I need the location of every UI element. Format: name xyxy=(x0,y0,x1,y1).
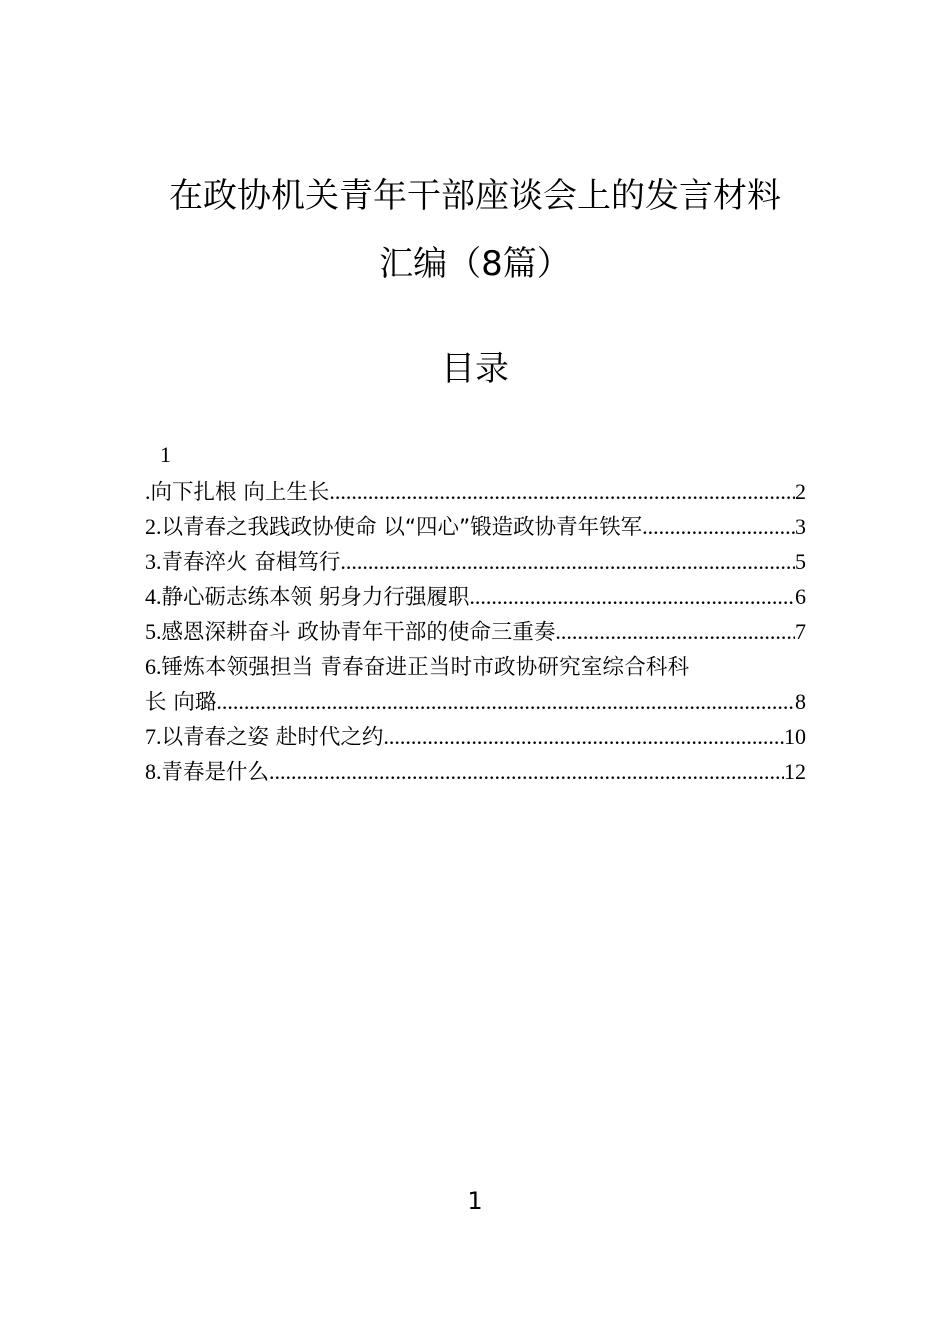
page-number: 1 xyxy=(467,1187,483,1215)
toc-item-number: 4. xyxy=(145,584,162,609)
toc-item-title: 向下扎根 向上生长 xyxy=(150,480,330,505)
toc-item-2[interactable] xyxy=(145,509,806,544)
toc-item-title: 感恩深耕奋斗 政协青年干部的使命三重奏 xyxy=(161,620,556,645)
toc-item-title-continued: 长 向璐 xyxy=(145,690,217,715)
toc-dot-leader xyxy=(340,544,795,579)
toc-item-1[interactable] xyxy=(145,474,806,509)
toc-item-page: 2 xyxy=(795,479,806,504)
toc-item-number: 8. xyxy=(145,759,162,784)
toc-item-8[interactable] xyxy=(145,754,806,789)
toc-item-number: 1 xyxy=(160,442,171,467)
toc-item-6-continued[interactable] xyxy=(145,684,806,719)
toc-dot-leader xyxy=(555,614,795,649)
document-title-line-2: 汇编（8篇） xyxy=(379,244,571,284)
toc-item-page: 5 xyxy=(795,549,806,574)
toc-heading: 目录 xyxy=(441,349,509,389)
toc-item-number: 6. xyxy=(145,654,162,679)
document-title-line-1: 在政协机关青年干部座谈会上的发言材料 xyxy=(169,176,781,216)
toc-item-title: 锤炼本领强担当 青春奋进正当时市政协研究室综合科科 xyxy=(161,655,690,680)
toc-item-4[interactable] xyxy=(145,579,806,614)
toc-item-number: 2. xyxy=(145,514,162,539)
toc-dot-leader xyxy=(329,474,795,509)
toc-item-title: 静心砺志练本领 躬身力行强履职 xyxy=(161,585,470,610)
toc-item-title: 以青春之姿 赴时代之约 xyxy=(161,725,384,750)
toc-item-title: 以青春之我践政协使命 以“四心”锻造政协青年铁军 xyxy=(161,515,643,540)
toc-dot-leader xyxy=(269,754,784,789)
toc-item-title: 青春是什么 xyxy=(161,760,270,785)
toc-item-page: 6 xyxy=(795,584,806,609)
toc-item-6[interactable] xyxy=(145,649,806,684)
toc-item-number: 7. xyxy=(145,724,162,749)
toc-item-page: 8 xyxy=(795,689,806,714)
toc-item-3[interactable] xyxy=(145,544,806,579)
toc-dot-leader xyxy=(642,509,795,544)
toc-dot-leader xyxy=(383,719,784,754)
toc-item-number: 5. xyxy=(145,619,162,644)
toc-item-page: 7 xyxy=(795,619,806,644)
toc-item-page: 12 xyxy=(784,759,806,784)
toc-item-number: . xyxy=(145,479,151,504)
toc-dot-leader xyxy=(216,684,795,719)
toc-item-title: 青春淬火 奋楫笃行 xyxy=(161,550,341,575)
toc-dot-leader xyxy=(469,579,795,614)
toc-item-page: 3 xyxy=(795,514,806,539)
toc-item-number: 3. xyxy=(145,549,162,574)
toc-item-7[interactable] xyxy=(145,719,806,754)
toc-item-5[interactable] xyxy=(145,614,806,649)
toc-item-page: 10 xyxy=(784,724,806,749)
